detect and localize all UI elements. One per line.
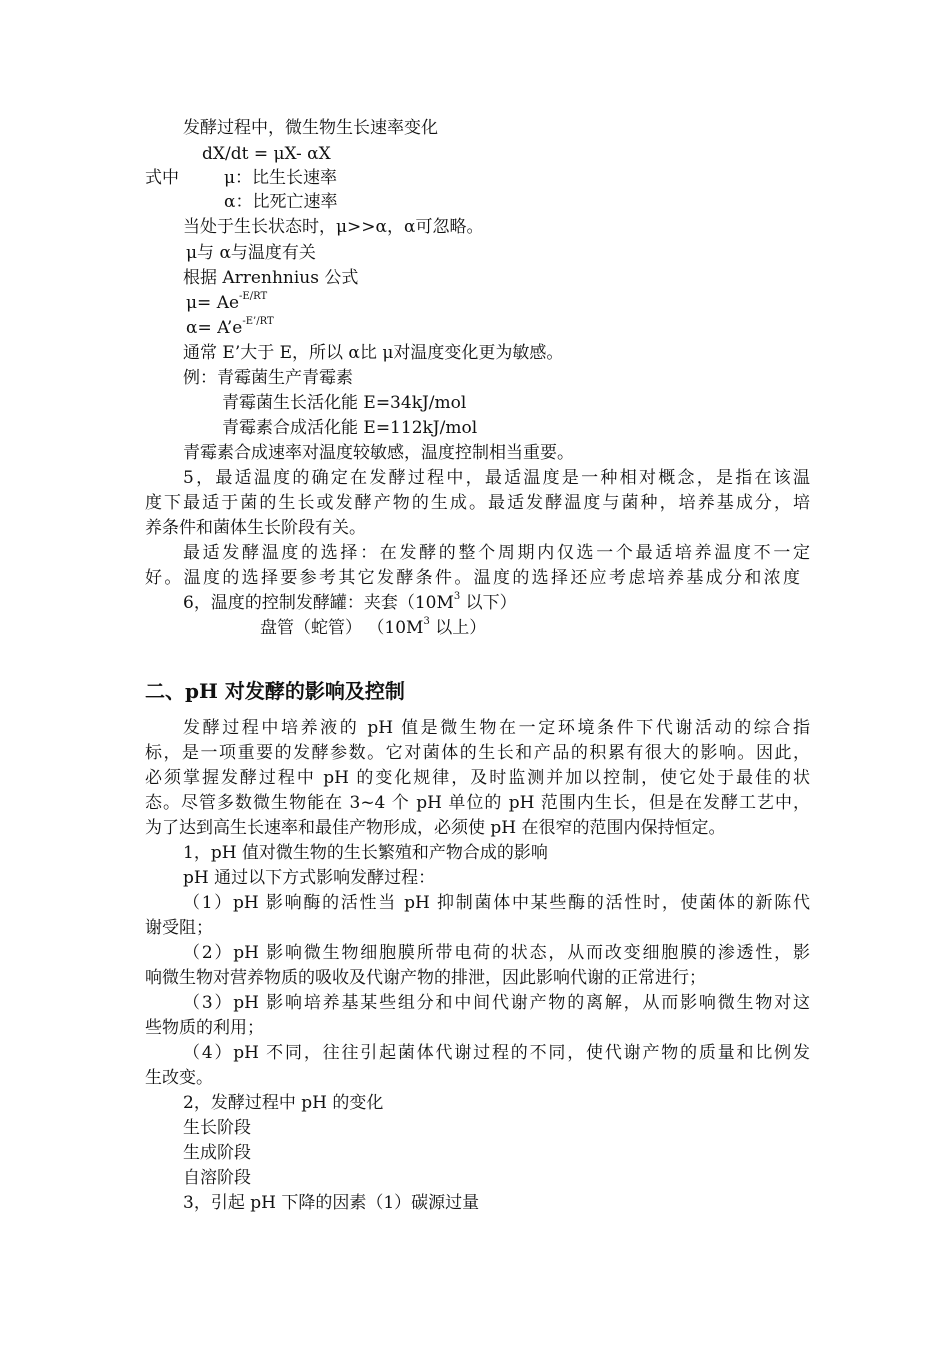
- growth-equation: dX/dt = μX- αX: [202, 144, 331, 164]
- text-line: 发酵过程中，微生物生长速率变化: [183, 118, 438, 138]
- paragraph-line: 为了达到高生长速率和最佳产物形成，必须使 pH 在很窄的范围内保持恒定。: [145, 818, 726, 838]
- text-line: 青霉素合成速率对温度较敏感，温度控制相当重要。: [183, 443, 574, 463]
- list-item-line: （1）pH 影响酶的活性当 pH 抑制菌体中某些酶的活性时，使菌体的新陈代: [183, 893, 810, 913]
- list-item-line: 些物质的利用；: [145, 1018, 264, 1038]
- formula-base: α= A’e: [186, 318, 243, 338]
- list-item-line: （3）pH 影响培养基某些组分和中间代谢产物的离解，从而影响微生物对这: [183, 993, 810, 1013]
- paragraph-line: 发酵过程中培养液的 pH 值是微生物在一定环境条件下代谢活动的综合指: [183, 718, 810, 738]
- coil-line: 盘管（蛇管） （$10M^3$ 以上）: [260, 616, 487, 638]
- mu-formula: [186, 291, 267, 315]
- paragraph-line: 好。温度的选择要参考其它发酵条件。温度的选择还应考虑培养基成分和浓度: [145, 568, 800, 588]
- subsection-line: 2，发酵过程中 pH 的变化: [183, 1093, 384, 1113]
- text-line: 当处于生长状态时，μ>>α，α可忽略。: [183, 217, 484, 237]
- subsection-line: 1，pH 值对微生物的生长繁殖和产物合成的影响: [183, 843, 548, 863]
- alpha-formula: [186, 316, 274, 340]
- paragraph-line: 度下最适于菌的生长或发酵产物的生成。最适发酵温度与菌种，培养基成分，培: [145, 493, 810, 513]
- alpha-definition: α：比死亡速率: [224, 192, 338, 212]
- list-item-line: 谢受阻；: [145, 918, 213, 938]
- section-heading: 二、pH 对发酵的影响及控制: [145, 679, 405, 703]
- mu-definition: μ：比生长速率: [224, 168, 338, 188]
- formula-exponent: -E’/RT: [242, 316, 274, 328]
- paragraph-line: 标，是一项重要的发酵参数。它对菌体的生长和产品的积累有很大的影响。因此，: [145, 743, 810, 763]
- example-detail: 青霉菌生长活化能 E=34kJ/mol: [222, 393, 467, 413]
- list-item-line: （4）pH 不同，往往引起菌体代谢过程的不同，使代谢产物的质量和比例发: [183, 1043, 810, 1063]
- example-detail: 青霉素合成活化能 E=112kJ/mol: [222, 418, 478, 438]
- formula-exponent: -E/RT: [239, 291, 268, 303]
- where-label: 式中: [145, 168, 179, 188]
- paragraph-line: 态。尽管多数微生物能在 3~4 个 pH 单位的 pH 范围内生长，但是在发酵工艺中，: [145, 793, 810, 813]
- list-item-line: （2）pH 影响微生物细胞膜所带电荷的状态，从而改变细胞膜的渗透性，影: [183, 943, 810, 963]
- subsection-line: 3，引起 pH 下降的因素（1）碳源过量: [183, 1193, 480, 1213]
- text-line: 通常 E’大于 E，所以 α比 μ对温度变化更为敏感。: [183, 343, 564, 363]
- text-line: 根据 Arrenhnius 公式: [183, 268, 359, 288]
- text-line: μ与 α与温度有关: [186, 243, 316, 263]
- example-line: 例：青霉菌生产青霉素: [183, 368, 353, 388]
- paragraph-line: 养条件和菌体生长阶段有关。: [145, 518, 366, 538]
- formula-base: μ= Ae: [186, 293, 240, 313]
- text-line: pH 通过以下方式影响发酵过程：: [183, 868, 436, 888]
- stage-item: 生长阶段: [183, 1118, 251, 1138]
- paragraph-line: 必须掌握发酵过程中 pH 的变化规律，及时监测并加以控制，使它处于最佳的状: [145, 768, 810, 788]
- stage-item: 生成阶段: [183, 1143, 251, 1163]
- paragraph-line: 最适发酵温度的选择：在发酵的整个周期内仅选一个最适培养温度不一定: [183, 543, 810, 563]
- paragraph-line: 5，最适温度的确定在发酵过程中，最适温度是一种相对概念，是指在该温: [183, 468, 810, 488]
- stage-item: 自溶阶段: [183, 1168, 251, 1188]
- jacket-line: 6，温度的控制发酵罐：夹套（$10M^3$ 以下）: [183, 591, 517, 613]
- list-item-line: 生改变。: [145, 1068, 213, 1088]
- list-item-line: 响微生物对营养物质的吸收及代谢产物的排泄，因此影响代谢的正常进行；: [145, 968, 706, 988]
